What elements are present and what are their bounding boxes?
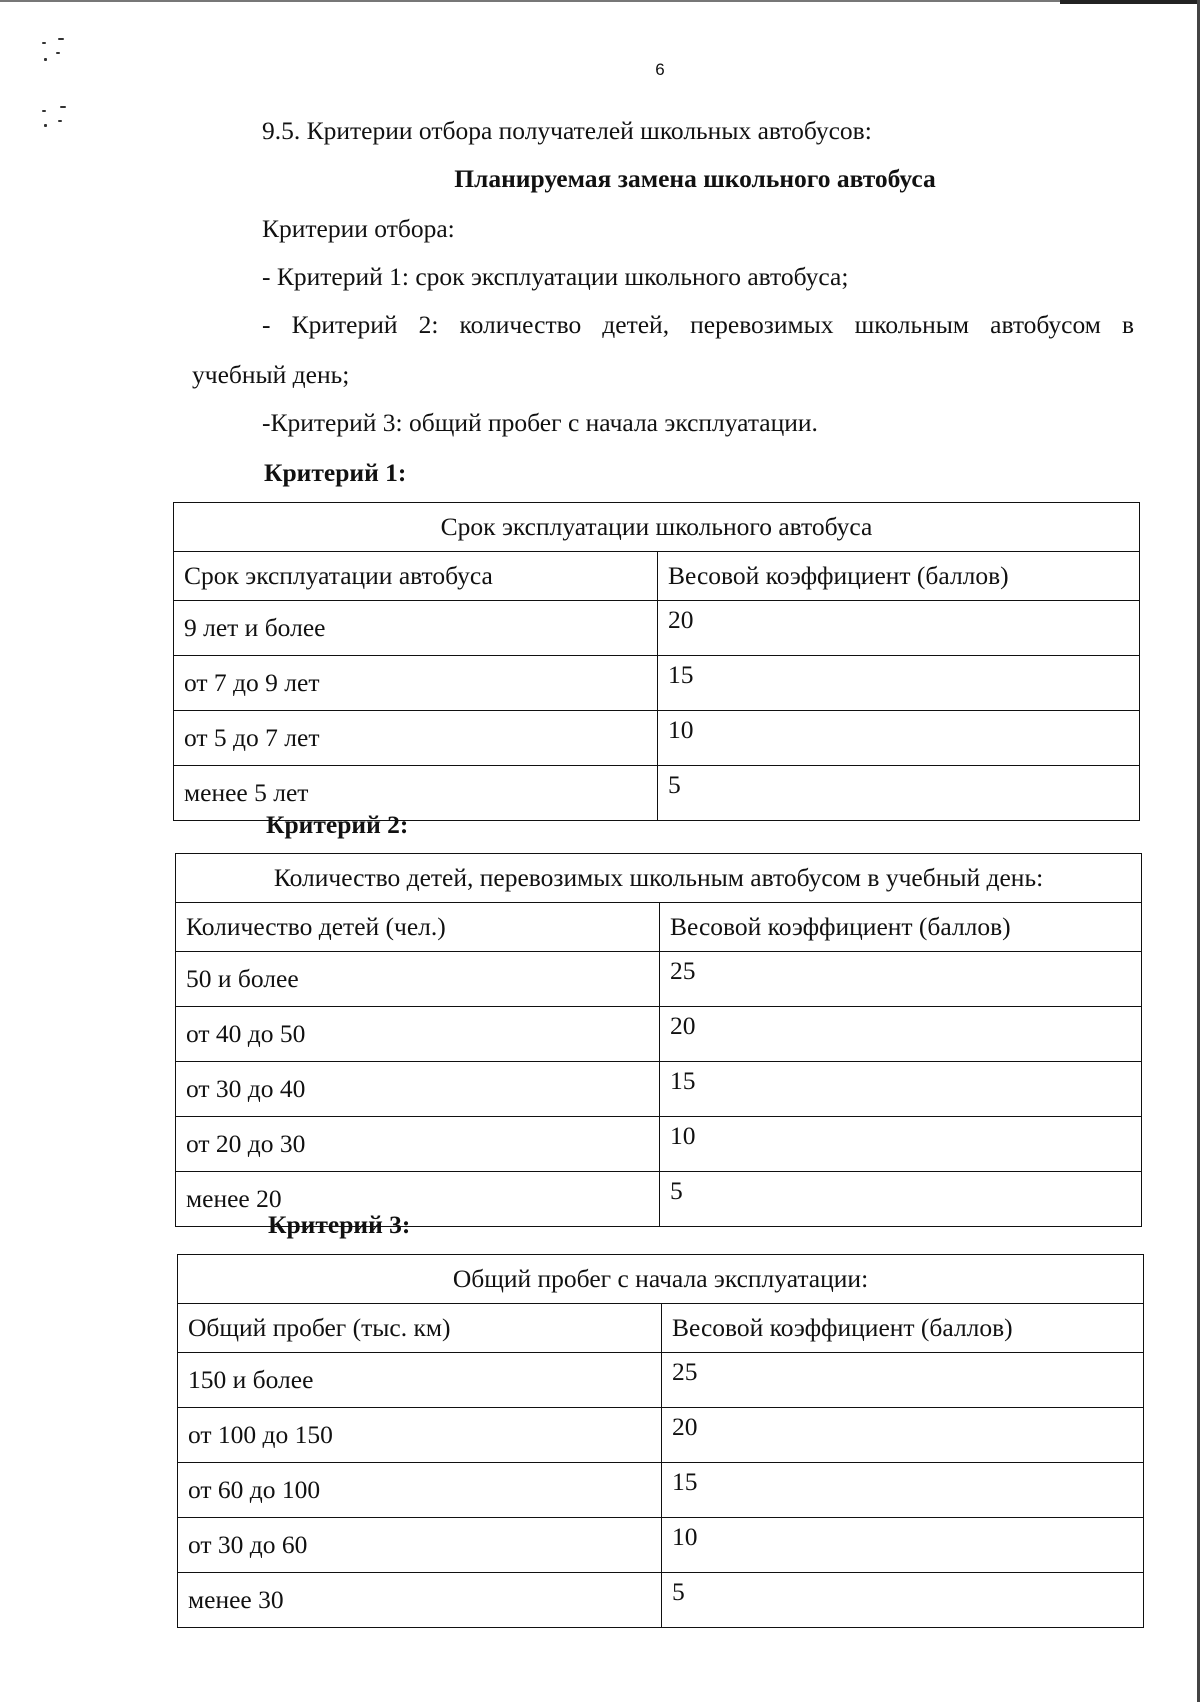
- criterion-2-table: [175, 853, 1142, 1227]
- range-cell: от 30 до 40: [176, 1062, 660, 1117]
- points-cell: 15: [662, 1463, 1144, 1518]
- table-row: [176, 952, 1142, 1007]
- criteria-list-item: -Критерий 3: общий пробег с начала эксплуатации.: [262, 408, 818, 437]
- table-caption: Количество детей, перевозимых школьным автобусом в учебный день:: [176, 854, 1142, 903]
- range-cell: менее 5 лет: [174, 766, 658, 821]
- section-heading: 9.5. Критерии отбора получателей школьных автобусов:: [262, 116, 872, 145]
- points-cell: 15: [658, 656, 1140, 711]
- table-caption-row: [176, 854, 1142, 903]
- points-cell: 5: [658, 766, 1140, 821]
- range-cell: от 40 до 50: [176, 1007, 660, 1062]
- points-cell: 5: [660, 1172, 1142, 1227]
- column-header-range: Количество детей (чел.): [176, 903, 660, 952]
- table-row: [174, 711, 1140, 766]
- table-row: [174, 601, 1140, 656]
- table-row: [178, 1573, 1144, 1628]
- range-cell: 9 лет и более: [174, 601, 658, 656]
- scan-edge-top-right: [1060, 0, 1200, 4]
- points-cell: 5: [662, 1573, 1144, 1628]
- page-number: 6: [655, 60, 665, 79]
- range-cell: от 30 до 60: [178, 1518, 662, 1573]
- criterion-3-heading: Критерий 3:: [268, 1210, 411, 1239]
- range-cell: менее 30: [178, 1573, 662, 1628]
- criterion-1-heading: Критерий 1:: [264, 458, 407, 487]
- points-cell: 15: [660, 1062, 1142, 1117]
- range-cell: от 7 до 9 лет: [174, 656, 658, 711]
- range-cell: от 5 до 7 лет: [174, 711, 658, 766]
- table-header-row: [176, 903, 1142, 952]
- scan-speck: [42, 42, 46, 44]
- table-row: [178, 1518, 1144, 1573]
- scan-speck: [58, 120, 62, 122]
- scan-speck: [56, 52, 60, 54]
- points-cell: 10: [662, 1518, 1144, 1573]
- table-row: [176, 1062, 1142, 1117]
- criterion-2-heading: Критерий 2:: [266, 810, 409, 839]
- range-cell: 50 и более: [176, 952, 660, 1007]
- criteria-list-item: - Критерий 1: срок эксплуатации школьного автобуса;: [262, 262, 849, 291]
- points-cell: 20: [662, 1408, 1144, 1463]
- table-caption: Срок эксплуатации школьного автобуса: [174, 503, 1140, 552]
- table-row: [178, 1408, 1144, 1463]
- scan-edge-top: [0, 0, 1200, 2]
- scan-speck: [60, 106, 66, 108]
- table-header-row: [178, 1304, 1144, 1353]
- points-cell: 25: [660, 952, 1142, 1007]
- scan-speck: [58, 38, 64, 40]
- points-cell: 10: [658, 711, 1140, 766]
- range-cell: 150 и более: [178, 1353, 662, 1408]
- table-caption-row: [178, 1255, 1144, 1304]
- table-header-row: [174, 552, 1140, 601]
- subheading: Планируемая замена школьного автобуса: [454, 164, 936, 193]
- criterion-1-table: [173, 502, 1140, 821]
- points-cell: 10: [660, 1117, 1142, 1172]
- column-header-range: Общий пробег (тыс. км): [178, 1304, 662, 1353]
- column-header-points: Весовой коэффициент (баллов): [662, 1304, 1144, 1353]
- criteria-list-item-continuation: учебный день;: [192, 360, 350, 389]
- column-header-points: Весовой коэффициент (баллов): [660, 903, 1142, 952]
- scan-speck: [44, 124, 47, 127]
- criteria-list-item: - Критерий 2: количество детей, перевозимых школьным автобусом в: [262, 310, 1134, 339]
- column-header-points: Весовой коэффициент (баллов): [658, 552, 1140, 601]
- table-caption: Общий пробег с начала эксплуатации:: [178, 1255, 1144, 1304]
- criterion-3-table: [177, 1254, 1144, 1628]
- table-row: [176, 1007, 1142, 1062]
- range-cell: менее 20: [176, 1172, 660, 1227]
- range-cell: от 100 до 150: [178, 1408, 662, 1463]
- criteria-intro: Критерии отбора:: [262, 214, 455, 243]
- points-cell: 25: [662, 1353, 1144, 1408]
- range-cell: от 60 до 100: [178, 1463, 662, 1518]
- column-header-range: Срок эксплуатации автобуса: [174, 552, 658, 601]
- table-row: [178, 1353, 1144, 1408]
- scan-speck: [42, 110, 46, 112]
- points-cell: 20: [660, 1007, 1142, 1062]
- table-caption-row: [174, 503, 1140, 552]
- table-row: [178, 1463, 1144, 1518]
- table-row: [174, 656, 1140, 711]
- points-cell: 20: [658, 601, 1140, 656]
- range-cell: от 20 до 30: [176, 1117, 660, 1172]
- table-row: [176, 1117, 1142, 1172]
